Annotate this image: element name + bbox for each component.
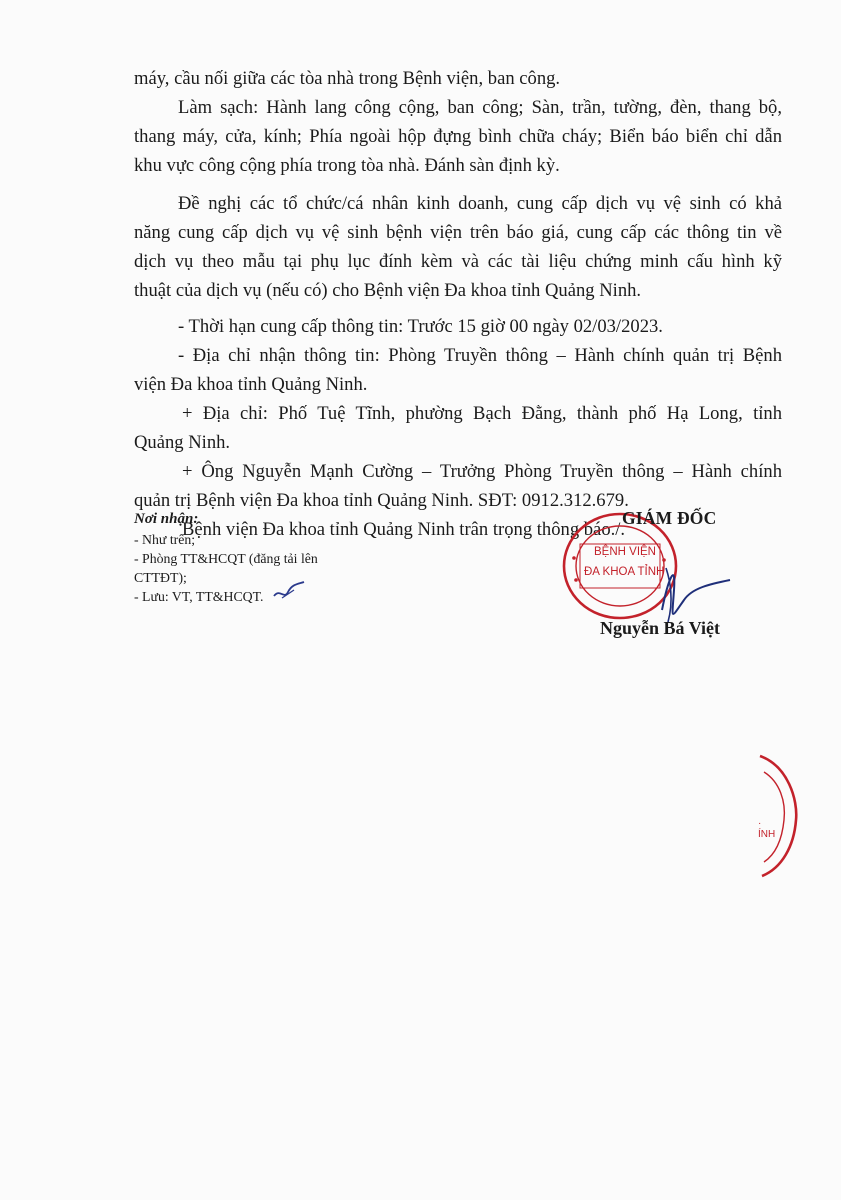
- recipient-item: - Như trên;: [134, 532, 196, 547]
- stamp-text: ĐA KHOA TỈNH: [584, 566, 665, 578]
- deadline-line: - Thời hạn cung cấp thông tin: Trước 15 giờ 00 ngày 02/03/2023.: [178, 316, 663, 337]
- edge-stamp-icon: [740, 750, 800, 880]
- body-line: Đề nghị các tổ chức/cá nhân kinh doanh, cung cấp dịch vụ vệ sinh có khả: [178, 193, 782, 214]
- recipient-item: - Lưu: VT, TT&HCQT.: [134, 589, 264, 604]
- recipients-block: [134, 510, 394, 606]
- stamp-text: · ÍNH: [758, 818, 776, 840]
- body-line: máy, cầu nối giữa các tòa nhà trong Bệnh viện, ban công.: [134, 68, 561, 89]
- contact-line: + Ông Nguyễn Mạnh Cường – Trưởng Phòng Truyền thông – Hành chính: [182, 461, 782, 482]
- address-line: - Địa chỉ nhận thông tin: Phòng Truyền thông – Hành chính quản trị Bệnh: [178, 345, 782, 366]
- closing-line: Bệnh viện Đa khoa tỉnh Quảng Ninh trân trọng thông báo./.: [182, 519, 626, 540]
- body-line: dịch vụ theo mẫu tại phụ lục đính kèm và các tài liệu chứng minh cấu hình kỹ: [134, 251, 782, 272]
- stamp-text: BỆNH VIỆN: [594, 546, 656, 558]
- body-line: Làm sạch: Hành lang công cộng, ban công; Sàn, trần, tường, đèn, thang bộ,: [178, 97, 782, 118]
- body-line: năng cung cấp dịch vụ vệ sinh bệnh viện trên báo giá, cung cấp các thông tin về: [134, 222, 782, 243]
- recipient-item: CTTĐT);: [134, 570, 187, 585]
- body-line: khu vực công cộng phía trong tòa nhà. Đánh sàn định kỳ.: [134, 155, 560, 176]
- handwritten-signature-icon: [640, 540, 750, 630]
- contact-line: quản trị Bệnh viện Đa khoa tỉnh Quảng Ninh. SĐT: 0912.312.679.: [134, 490, 629, 511]
- recipients-heading: Nơi nhận:: [134, 511, 199, 527]
- address-line: + Địa chỉ: Phố Tuệ Tĩnh, phường Bạch Đằng, thành phố Hạ Long, tỉnh: [182, 403, 782, 424]
- address-line: viện Đa khoa tỉnh Quảng Ninh.: [134, 374, 368, 395]
- signature-block: [560, 500, 790, 660]
- director-title: GIÁM ĐỐC: [622, 508, 717, 528]
- body-line: thuật của dịch vụ (nếu có) cho Bệnh viện Đa khoa tỉnh Quảng Ninh.: [134, 280, 642, 301]
- body-line: thang máy, cửa, kính; Phía ngoài hộp đựng bình chữa cháy; Biển báo biển chỉ dẫn: [134, 126, 782, 147]
- recipient-item: - Phòng TT&HCQT (đăng tải lên: [134, 551, 318, 566]
- document-body: [134, 64, 782, 544]
- initial-mark-icon: [272, 578, 306, 604]
- signer-name: Nguyễn Bá Việt: [600, 618, 721, 638]
- address-line: Quảng Ninh.: [134, 432, 231, 453]
